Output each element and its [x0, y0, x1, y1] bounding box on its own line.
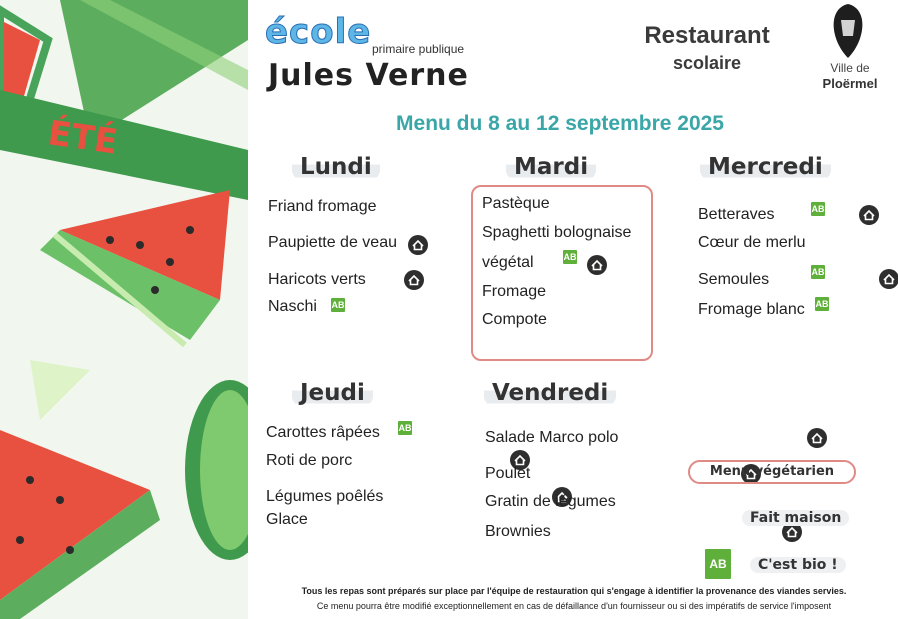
menu-item: Semoules [698, 271, 770, 288]
organic-ab-icon: AB [331, 300, 345, 310]
day-heading-lundi: Lundi [292, 154, 380, 180]
menu-item: Poulet [485, 465, 531, 482]
city-crest-icon [828, 2, 868, 60]
organic-ab-icon: AB [815, 299, 829, 309]
organic-legend-icon: AB [705, 549, 731, 579]
menu-item: Roti de porc [266, 452, 353, 469]
school-name: Jules Verne [268, 58, 469, 93]
menu-item: Gratin de légumes [485, 493, 616, 510]
homemade-icon [404, 270, 424, 290]
footer-note-changes: Ce menu pourra être modifié exceptionnellement en cas de défaillance d'un fournisseur ou si des impératifs de service l'imposent [316, 601, 832, 611]
homemade-icon [859, 205, 879, 225]
decorative-watermelon-panel [0, 0, 248, 619]
menu-item: Cœur de merlu [698, 234, 806, 251]
menu-item: Carottes râpées [266, 424, 380, 441]
homemade-icon [408, 235, 428, 255]
organic-ab-icon: AB [563, 252, 577, 262]
day-heading-vendredi: Vendredi [484, 380, 616, 406]
restaurant-subtitle: scolaire [672, 53, 742, 73]
day-heading-mardi: Mardi [506, 154, 596, 180]
menu-item: Légumes poêlés [266, 488, 384, 505]
menu-item: Brownies [485, 523, 551, 540]
legend-organic: C'est bio ! [750, 557, 846, 573]
legend-vegetarian: Menu végétarien [688, 460, 856, 484]
footer-note-provenance: Tous les repas sont préparés sur place par l'équipe de restauration qui s'engage à identifier la provenance des viandes servies. [301, 586, 847, 596]
restaurant-title: Restaurant [644, 22, 770, 49]
menu-item: Spaghetti bolognaise [482, 224, 632, 241]
organic-ab-icon: AB [398, 423, 412, 433]
menu-item: Fromage [482, 283, 547, 300]
menu-item: Betteraves [698, 206, 775, 223]
menu-item: Naschi [268, 298, 317, 315]
day-heading-mercredi: Mercredi [700, 154, 831, 180]
city-label: Ville de [830, 61, 870, 75]
school-logo-ecole: école [265, 12, 372, 52]
watermelon-illustration [0, 0, 248, 619]
menu-item: végétal [482, 254, 534, 271]
menu-title: Menu du 8 au 12 septembre 2025 [396, 112, 724, 135]
school-logo-subtitle: primaire publique [372, 42, 465, 56]
city-name: Ploërmel [822, 76, 878, 91]
menu-item: Glace [266, 511, 308, 528]
homemade-icon [587, 255, 607, 275]
legend-homemade: Fait maison [742, 510, 849, 526]
season-label: ÉTÉ [45, 113, 121, 163]
organic-ab-icon: AB [811, 204, 825, 214]
menu-item: Compote [482, 311, 547, 328]
menu-item: Pastèque [482, 195, 550, 212]
menu-item: Haricots verts [268, 271, 366, 288]
homemade-icon [807, 428, 827, 448]
menu-item: Friand fromage [268, 198, 377, 215]
menu-item: Paupiette de veau [268, 234, 397, 251]
organic-ab-icon: AB [811, 267, 825, 277]
menu-item: Salade Marco polo [485, 429, 619, 446]
day-heading-jeudi: Jeudi [292, 380, 373, 406]
homemade-icon [879, 269, 898, 289]
menu-item: Fromage blanc [698, 301, 805, 318]
